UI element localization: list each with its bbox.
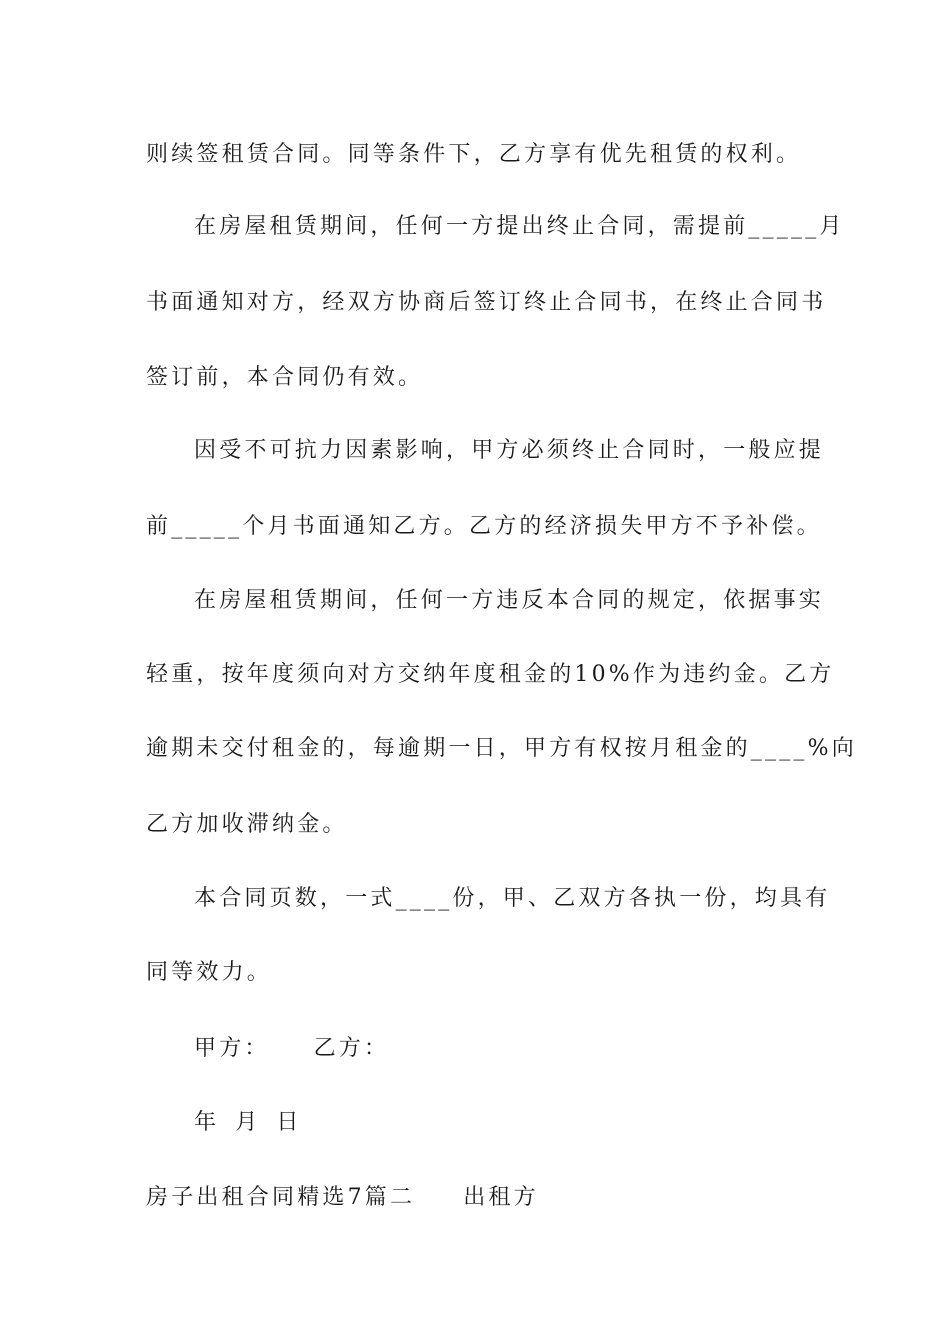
paragraph-line: 因受不可抗力因素影响，甲方必须终止合同时，一般应提 bbox=[194, 438, 825, 463]
section-title-line bbox=[146, 1183, 539, 1213]
date-line bbox=[194, 1108, 302, 1138]
paragraph-line: 本合同页数，一式____份，甲、乙双方各执一份，均具有 bbox=[194, 886, 831, 911]
date-year: 年 bbox=[194, 1110, 220, 1135]
party-b-label: 乙方： bbox=[313, 1036, 390, 1061]
paragraph-line: 逾期未交付租金的，每逾期一日，甲方有权按月租金的____%向 bbox=[146, 736, 857, 761]
paragraph-line: 在房屋租赁期间，任何一方违反本合同的规定，依据事实 bbox=[194, 588, 825, 613]
paragraph-line: 乙方加收滞纳金。 bbox=[146, 812, 348, 837]
paragraph-line: 签订前，本合同仍有效。 bbox=[146, 365, 424, 390]
lessor-label: 出租方 bbox=[463, 1185, 539, 1210]
paragraph-line: 前_____个月书面通知乙方。乙方的经济损失甲方不予补偿。 bbox=[146, 514, 822, 539]
paragraph-line: 在房屋租赁期间，任何一方提出终止合同，需提前_____月 bbox=[194, 214, 845, 239]
signature-line bbox=[194, 1034, 389, 1064]
party-a-label: 甲方： bbox=[194, 1036, 270, 1061]
paragraph-line: 轻重，按年度须向对方交纳年度租金的10%作为违约金。乙方 bbox=[146, 662, 835, 687]
paragraph-line: 同等效力。 bbox=[146, 960, 273, 985]
paragraph-line: 书面通知对方，经双方协商后签订终止合同书，在终止合同书 bbox=[146, 290, 827, 315]
date-month: 月 bbox=[235, 1110, 261, 1135]
date-day: 日 bbox=[276, 1110, 302, 1135]
section-title: 房子出租合同精选7篇二 bbox=[146, 1185, 416, 1210]
paragraph-line: 则续签租赁合同。同等条件下，乙方享有优先租赁的权利。 bbox=[146, 142, 802, 167]
